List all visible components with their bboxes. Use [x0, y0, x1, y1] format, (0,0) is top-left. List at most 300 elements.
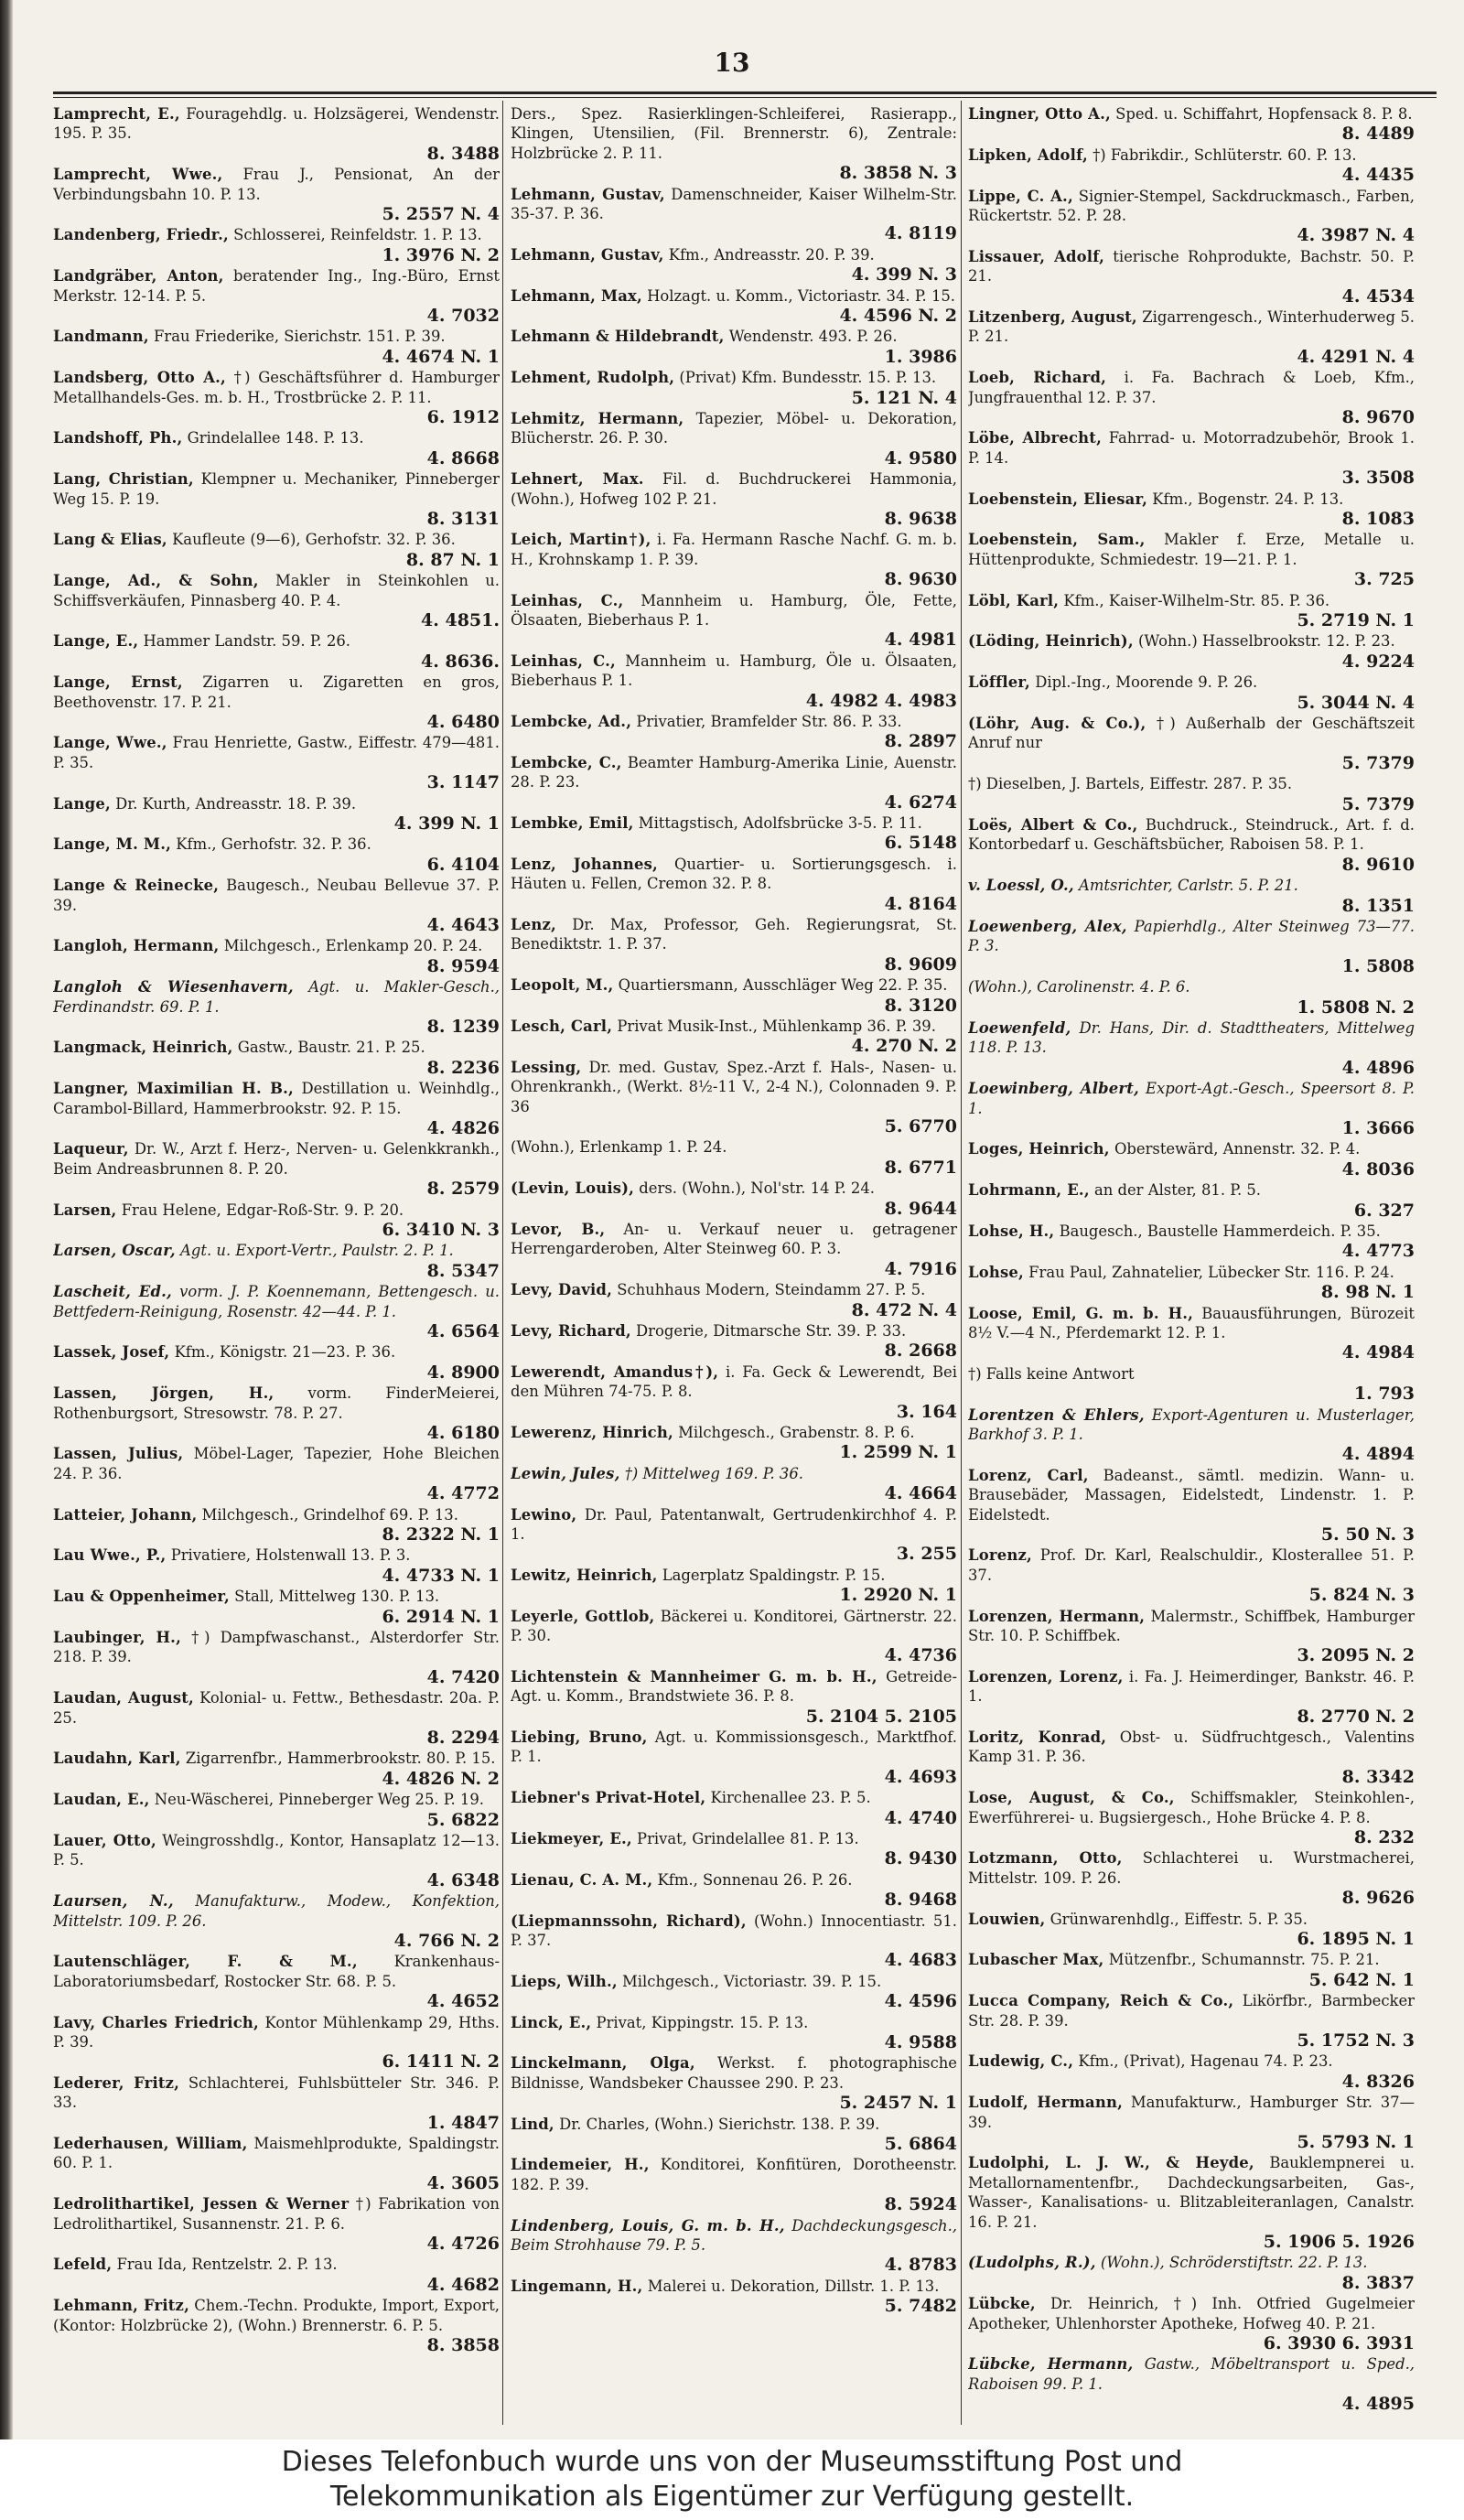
entry-name: (Levin, Louis), [511, 1179, 635, 1198]
entry-phone-number: 8. 2770 N. 2 [1297, 1706, 1415, 1727]
entry-details: Kfm., Gerhofstr. 32. P. 36. [176, 835, 371, 854]
entry-details: Obst- u. Südfruchtgesch., Valentins Kamp 31. P. 36. [968, 1728, 1415, 1766]
entry-details: Milchgesch., Grindelhof 69. P. 13. [201, 1505, 458, 1524]
directory-entry [511, 1788, 957, 1827]
entry-name: Lieps, Wilh., [511, 1972, 618, 1990]
directory-entry [511, 245, 957, 285]
entry-phone-number: 8. 3342 [1341, 1766, 1415, 1787]
entry-phone-number: 5. 6770 [884, 1116, 957, 1137]
entry-phone-number: 4. 8900 [426, 1362, 500, 1383]
entry-name: Leopolt, M., [511, 976, 614, 995]
entry-phone-number: 5. 3044 N. 4 [1297, 692, 1415, 713]
entry-name: Liebner's Privat-Hotel, [511, 1789, 706, 1807]
directory-entry [968, 977, 1415, 1017]
entry-phone-number: 1. 5808 N. 2 [1297, 996, 1415, 1018]
entry-phone-number: 8. 9430 [884, 1848, 957, 1869]
entry-name: Lienau, C. A. M., [511, 1870, 653, 1889]
entry-details: Kfm., Bogenstr. 24. P. 13. [1152, 490, 1344, 508]
entry-details: Schlachterei, Fuhlsbütteler Str. 346. P. 33. [53, 2073, 500, 2112]
directory-entry [53, 1079, 500, 1138]
entry-details: Privatier, Bramfelder Str. 86. P. 33. [636, 713, 902, 731]
entry-details: Makler f. Erze, Metalle u. Hüttenprodukte, Schmiedestr. 19—21. P. 1. [968, 531, 1415, 568]
page-number: 13 [714, 48, 750, 78]
entry-name: Lauer, Otto, [53, 1832, 156, 1849]
directory-entry [968, 1180, 1415, 1220]
entry-details: Dr. Hans, Dir. d. Stadttheaters, Mittelweg 118. P. 13. [968, 1019, 1415, 1057]
directory-entry [53, 530, 500, 569]
entry-details: vorm. FinderMeierei, Rothenburgsort, Stresowstr. 78. P. 27. [53, 1384, 500, 1422]
entry-name: Lenz, [511, 916, 556, 934]
directory-entry [53, 1545, 500, 1585]
entry-phone-number: 3. 1147 [426, 772, 500, 793]
directory-entry [968, 1950, 1415, 1989]
entry-name: Lehmann, Fritz, [53, 2297, 189, 2315]
entry-phone-number: 4. 4726 [426, 2234, 500, 2255]
directory-entry [511, 712, 957, 751]
entry-details: Milchgesch., Victoriastr. 39. P. 15. [622, 1972, 882, 1990]
entry-details: Buchdruck., Steindruck., Art. f. d. Kontorbedarf u. Geschäftsbücher, Raboisen 58. P. 1. [968, 816, 1415, 854]
directory-entry [511, 286, 957, 326]
directory-entry [968, 1788, 1415, 1847]
entry-phone-number: 8. 9610 [1341, 854, 1415, 875]
directory-entry [511, 975, 957, 1015]
directory-entry [511, 1137, 957, 1177]
directory-entry [511, 753, 957, 813]
entry-details: (Wohn.), Erlenkamp 1. P. 24. [511, 1138, 727, 1157]
directory-entry [968, 1222, 1415, 1261]
entry-details: Zigarren u. Zigaretten en gros, Beethovenstr. 17. P. 21. [53, 673, 500, 711]
entry-phone-number: 4. 7916 [884, 1258, 957, 1279]
directory-entry [53, 2134, 500, 2193]
entry-name: Lewino, [511, 1505, 577, 1524]
entry-name: Lembcke, C., [511, 753, 622, 771]
entry-details: Werkst. f. photographische Bildnisse, Wandsbeker Chaussee 290. P. 23. [511, 2054, 957, 2092]
entry-phone-number: 8. 5347 [426, 1260, 500, 1281]
entry-name: Liebing, Bruno, [511, 1728, 648, 1747]
entry-phone-number: 5. 2104 5. 2105 [805, 1706, 957, 1727]
entry-details: Destillation u. Weinhdlg., Carambol-Billard, Hammerbrookstr. 92. P. 15. [53, 1080, 500, 1117]
entry-phone-number: 8. 1351 [1341, 895, 1415, 916]
directory-entry [53, 631, 500, 671]
entry-name: Lesch, Carl, [511, 1018, 613, 1036]
directory-entry [53, 733, 500, 792]
directory-entry [511, 1829, 957, 1868]
entry-name: Ledrolithartikel, Jessen & Werner [53, 2195, 350, 2213]
entry-phone-number: 4. 4733 N. 1 [382, 1565, 500, 1586]
directory-entry [968, 530, 1415, 589]
header-rule [53, 92, 1437, 94]
entry-name: Lohse, [968, 1263, 1024, 1281]
entry-name: Lindenberg, Louis, G. m. b. H., [511, 2216, 785, 2235]
directory-entry [511, 327, 957, 366]
entry-name: Levy, David, [511, 1281, 612, 1299]
directory-entry [53, 1587, 500, 1626]
entry-details: i. Fa. Geck & Lewerendt, Bei den Mühren 74-75. P. 8. [511, 1362, 957, 1401]
entry-details: Kfm., Kaiser-Wilhelm-Str. 85. P. 36. [1063, 591, 1330, 609]
entry-phone-number: 4. 766 N. 2 [393, 1931, 500, 1952]
entry-details: Grindelallee 148. P. 13. [187, 429, 364, 447]
entry-phone-number: 8. 9626 [1341, 1888, 1415, 1909]
entry-details: Dr. med. Gustav, Spez.-Arzt f. Hals-, Nasen- u. Ohrenkrankh., (Werkt. 8½-11 V., 2-4 N.), Colonnaden 9. P. 36 [511, 1058, 957, 1115]
entry-phone-number: 4. 4682 [426, 2274, 500, 2295]
entry-name: Lohse, H., [968, 1222, 1055, 1240]
entry-phone-number: 6. 1912 [426, 407, 500, 428]
directory-entry [53, 2194, 500, 2254]
footer-line-1: Dieses Telefonbuch wurde uns von der Museumsstiftung Post und [281, 2446, 1183, 2478]
entry-details: Wendenstr. 493. P. 26. [728, 328, 898, 346]
entry-phone-number: 4. 9224 [1341, 651, 1415, 672]
directory-entry [968, 1364, 1415, 1404]
directory-entry [968, 815, 1415, 875]
directory-entry [968, 187, 1415, 246]
entry-phone-number: 3. 255 [896, 1544, 957, 1565]
entry-phone-number: 4. 4894 [1341, 1444, 1415, 1465]
entry-details: Neu-Wäscherei, Pinneberger Weg 25. P. 19. [154, 1791, 485, 1809]
entry-phone-number: 1. 2920 N. 1 [839, 1585, 957, 1606]
entry-name: Lissauer, Adolf, [968, 247, 1105, 265]
entry-phone-number: 4. 4826 N. 2 [382, 1768, 500, 1789]
entry-name: Leyerle, Gottlob, [511, 1607, 655, 1625]
entry-phone-number: 8. 2579 [426, 1179, 500, 1200]
entry-phone-number: 4. 4896 [1341, 1057, 1415, 1078]
entry-details: †) Falls keine Antwort [968, 1364, 1135, 1383]
directory-entry [511, 1280, 957, 1319]
directory-entry [511, 2277, 957, 2316]
entry-details: †) Außerhalb der Geschäftszeit Anruf nur [968, 715, 1415, 752]
directory-entry [53, 835, 500, 874]
entry-name: Lange, Ernst, [53, 673, 183, 692]
entry-phone-number: 4. 4740 [884, 1807, 957, 1828]
directory-entry [53, 266, 500, 326]
entry-name: Lose, August, & Co., [968, 1789, 1175, 1807]
entry-phone-number: 5. 1752 N. 3 [1297, 2030, 1415, 2052]
entry-phone-number: 4. 7032 [426, 306, 500, 327]
directory-entry [511, 1464, 957, 1503]
entry-phone-number: 5. 6822 [426, 1809, 500, 1830]
directory-entry [511, 2013, 957, 2052]
entry-details: Agt. u. Makler-Gesch., Ferdinandstr. 69. P. 1. [53, 978, 500, 1016]
directory-entry [511, 855, 957, 914]
directory-column-1 [53, 104, 500, 2428]
entry-name: Lehmitz, Hermann, [511, 410, 684, 427]
entry-phone-number: 4. 8164 [884, 893, 957, 914]
directory-entry [968, 1545, 1415, 1605]
directory-entry [53, 977, 500, 1037]
entry-name: Loritz, Konrad, [968, 1728, 1107, 1747]
entry-details: Dipl.-Ing., Moorende 9. P. 26. [1035, 673, 1258, 692]
entry-name: Löffler, [968, 673, 1030, 692]
entry-details: Malermstr., Schiffbek, Hamburger Str. 10. P. Schiffbek. [968, 1607, 1415, 1645]
entry-phone-number: 8. 3131 [426, 509, 500, 530]
directory-entry [53, 1891, 500, 1951]
directory-entry [511, 185, 957, 244]
directory-entry [53, 876, 500, 935]
entry-phone-number: 4. 4291 N. 4 [1297, 346, 1415, 367]
directory-entry [53, 1952, 500, 2011]
directory-entry [968, 145, 1415, 185]
entry-phone-number: 4. 8326 [1341, 2071, 1415, 2092]
directory-entry [968, 1139, 1415, 1179]
directory-entry [511, 915, 957, 975]
entry-details: Frau Helene, Edgar-Roß-Str. 9. P. 20. [121, 1201, 404, 1219]
entry-name: Lübcke, Hermann, [968, 2355, 1134, 2374]
entry-phone-number: 8. 2294 [426, 1728, 500, 1749]
entry-phone-number: 8. 98 N. 1 [1320, 1282, 1415, 1303]
entry-details: (Wohn.) Hasselbrookstr. 12. P. 23. [1138, 632, 1395, 651]
entry-phone-number: 8. 232 [1353, 1827, 1415, 1848]
entry-phone-number: 4. 270 N. 2 [851, 1036, 957, 1057]
directory-entry [511, 1566, 957, 1605]
entry-phone-number: 6. 2914 N. 1 [382, 1606, 500, 1627]
entry-phone-number: 8. 9630 [884, 569, 957, 590]
entry-phone-number: 1. 3976 N. 2 [382, 244, 500, 265]
entry-phone-number: 4. 4435 [1341, 165, 1415, 186]
entry-details: Bauausführungen, Bürozeit 8½ V.—4 N., Pferdemarkt 12. P. 1. [968, 1304, 1415, 1341]
entry-name: Ludolphi, L. J. W., & Heyde, [968, 2154, 1254, 2172]
entry-details: Likörfbr., Barmbecker Str. 28. P. 39. [968, 1992, 1415, 2030]
entry-phone-number: 1. 5808 [1341, 955, 1415, 976]
directory-entry [511, 409, 957, 468]
entry-name: Lewin, Jules, [511, 1464, 620, 1482]
entry-phone-number: 4. 399 N. 1 [393, 813, 500, 835]
entry-phone-number: 5. 1906 5. 1926 [1263, 2232, 1415, 2253]
directory-entry [53, 1139, 500, 1199]
entry-name: Leinhas, C., [511, 652, 616, 670]
entry-name: (Löhr, Aug. & Co.), [968, 715, 1146, 732]
directory-column-2 [511, 104, 957, 2428]
entry-details: Fouragehdlg. u. Holzsägerei, Wendenstr. 195. P. 35. [53, 105, 500, 143]
entry-phone-number: 6. 3410 N. 3 [382, 1220, 500, 1241]
directory-entry [53, 1831, 500, 1890]
entry-name: Langloh, Hermann, [53, 937, 220, 955]
entry-details: Frau Paul, Zahnatelier, Lübecker Str. 116. P. 24. [1028, 1263, 1394, 1281]
entry-name: Larsen, [53, 1201, 117, 1219]
entry-phone-number: 4. 4981 [884, 630, 957, 651]
directory-entry [968, 1910, 1415, 1949]
entry-details: Kirchenallee 23. P. 5. [710, 1789, 871, 1807]
directory-entry [511, 2216, 957, 2276]
directory-entry [968, 2354, 1415, 2414]
archive-footer [0, 2439, 1464, 2520]
entry-name: Lamprecht, E., [53, 105, 180, 123]
directory-entry [968, 1304, 1415, 1363]
header-rule-thin [53, 97, 1437, 98]
entry-phone-number: 8. 1083 [1341, 509, 1415, 530]
entry-name: Landgräber, Anton, [53, 267, 224, 285]
entry-name: Lippe, C. A., [968, 187, 1073, 205]
entry-details: Fahrrad- u. Motorradzubehör, Brook 1. P. 14. [968, 429, 1415, 467]
directory-entry [968, 876, 1415, 915]
entry-phone-number: 8. 2897 [884, 731, 957, 752]
entry-phone-number: 5. 2457 N. 1 [839, 2093, 957, 2114]
entry-name: Lessing, [511, 1058, 582, 1076]
directory-entry [511, 1728, 957, 1787]
entry-name: Lehmann, Gustav, [511, 185, 665, 203]
entry-phone-number: 6. 3930 6. 3931 [1263, 2333, 1415, 2354]
entry-phone-number: 4. 6348 [426, 1869, 500, 1890]
directory-entry [511, 2053, 957, 2113]
directory-entry [968, 2253, 1415, 2292]
entry-details: Prof. Dr. Karl, Realschuldir., Klosterallee 51. P. 37. [968, 1546, 1415, 1584]
entry-name: Lange & Reinecke, [53, 877, 220, 895]
directory-entry [968, 1728, 1415, 1787]
entry-details: Makler in Steinkohlen u. Schiffsverkäufen, Pinnasberg 40. P. 4. [53, 572, 500, 609]
entry-details: †) Dieselben, J. Bartels, Eiffestr. 287. P. 35. [968, 775, 1293, 793]
entry-name: Langner, Maximilian H. B., [53, 1080, 294, 1098]
entry-details: beratender Ing., Ing.-Büro, Ernst Merkstr. 12-14. P. 5. [53, 267, 500, 305]
entry-phone-number: 3. 725 [1353, 569, 1415, 590]
entry-phone-number: 8. 1239 [426, 1017, 500, 1038]
entry-details: Frau Ida, Rentzelstr. 2. P. 13. [116, 2256, 338, 2274]
entry-name: Loebenstein, Eliesar, [968, 490, 1148, 508]
entry-name: Liekmeyer, E., [511, 1830, 632, 1848]
entry-phone-number: 4. 3987 N. 4 [1297, 225, 1415, 246]
directory-entry [53, 571, 500, 630]
entry-details: Quartiersmann, Ausschläger Weg 22. P. 35. [618, 976, 948, 995]
entry-name: Louwien, [968, 1910, 1046, 1928]
entry-name: Lederer, Fritz, [53, 2073, 180, 2092]
directory-entry [968, 2052, 1415, 2091]
entry-name: Lorenz, [968, 1546, 1032, 1565]
entry-name: Lucca Company, Reich & Co., [968, 1992, 1234, 2010]
entry-phone-number: 5. 2719 N. 1 [1297, 610, 1415, 631]
entry-phone-number: 4. 4596 [884, 1991, 957, 2012]
directory-entry [968, 1079, 1415, 1138]
directory-entry [53, 104, 500, 164]
entry-name: Loose, Emil, G. m. b. H., [968, 1304, 1194, 1322]
entry-phone-number: 4. 9580 [884, 447, 957, 468]
entry-name: (Ludolphs, R.), [968, 2254, 1096, 2272]
directory-entry [53, 1444, 500, 1503]
entry-name: Lascheit, Ed., [53, 1283, 172, 1301]
entry-name: Linck, E., [511, 2013, 592, 2031]
directory-entry [53, 165, 500, 224]
entry-name: Lautenschläger, F. & M., [53, 1953, 358, 1971]
entry-details: Krankenhaus-Laboratoriumsbedarf, Rostocker Str. 68. P. 5. [53, 1953, 500, 1990]
entry-name: Lederhausen, William, [53, 2135, 248, 2153]
entry-details: (Wohn.), Schröderstiftstr. 22. P. 13. [1100, 2254, 1368, 2272]
entry-details: (Wohn.), Carolinenstr. 4. P. 6. [968, 978, 1190, 996]
entry-name: Löbl, Karl, [968, 591, 1060, 609]
entry-phone-number: 8. 4489 [1341, 124, 1415, 145]
entry-phone-number: 8. 3837 [1341, 2272, 1415, 2293]
directory-entry [53, 469, 500, 529]
entry-phone-number: 5. 5793 N. 1 [1297, 2132, 1415, 2153]
entry-details: Kontor Mühlenkamp 29, Hths. P. 39. [53, 2013, 500, 2052]
entry-details: Frau J., Pensionat, An der Verbindungsbahn 10. P. 13. [53, 166, 500, 203]
footer-line-2: Telekommunikation als Eigentümer zur Verfügung gestellt. [329, 2481, 1135, 2513]
directory-entry [53, 2073, 500, 2133]
entry-name: Loges, Heinrich, [968, 1140, 1110, 1158]
entry-name: Landenberg, Friedr., [53, 226, 229, 244]
directory-entry [511, 530, 957, 589]
entry-phone-number: 4. 8119 [884, 223, 957, 244]
directory-entry [511, 1017, 957, 1056]
entry-name: Levor, B., [511, 1221, 606, 1239]
entry-name: Lorenzen, Lorenz, [968, 1667, 1124, 1685]
entry-details: Damenschneider, Kaiser Wilhelm-Str. 35-37. P. 36. [511, 185, 957, 223]
directory-entry [53, 1628, 500, 1687]
entry-details: Drogerie, Ditmarsche Str. 39. P. 33. [636, 1322, 907, 1341]
entry-name: Lichtenstein & Mannheimer G. m. b. H., [511, 1667, 877, 1685]
entry-phone-number: 6. 4104 [426, 854, 500, 875]
entry-details: †) Geschäftsführer d. Hamburger Metallhandels-Ges. m. b. H., Trostbrücke 2. P. 11. [53, 369, 500, 406]
entry-details: Dachdeckungsgesch., Beim Strohhause 79. P. 5. [511, 2216, 957, 2255]
entry-name: Landshoff, Ph., [53, 429, 183, 447]
entry-name: Lehnert, Max. [511, 470, 644, 489]
entry-phone-number: 4. 9588 [884, 2032, 957, 2053]
entry-phone-number: 5. 7482 [884, 2296, 957, 2317]
entry-details: tierische Rohprodukte, Bachstr. 50. P. 21. [968, 247, 1415, 285]
directory-entry [53, 1201, 500, 1240]
column-divider [961, 101, 962, 2425]
directory-entry [511, 1972, 957, 2011]
directory-entry [968, 428, 1415, 488]
entry-details: Privat, Grindelallee 81. P. 13. [637, 1830, 859, 1848]
entry-name: Lehment, Rudolph, [511, 369, 675, 387]
entry-details: Schiffsmakler, Steinkohlen-, Ewerführerei- u. Bugsiergesch., Hohe Brücke 4. P. 8. [968, 1789, 1415, 1826]
entry-phone-number: 4. 4664 [884, 1483, 957, 1504]
entry-name: Lewerendt, Amandus†), [511, 1362, 719, 1381]
entry-details: Mannheim u. Hamburg, Öle u. Ölsaaten, Bieberhaus P. 1. [511, 652, 957, 690]
directory-entry [968, 1991, 1415, 2051]
entry-phone-number: 5. 50 N. 3 [1320, 1524, 1415, 1545]
entry-details: Privatiere, Holstenwall 13. P. 3. [170, 1546, 411, 1565]
entry-name: (Liepmannssohn, Richard), [511, 1912, 747, 1930]
entry-name: Lamprecht, Wwe., [53, 166, 223, 184]
entry-name: Lefeld, [53, 2256, 113, 2274]
directory-entry [511, 591, 957, 651]
entry-details: Sped. u. Schiffahrt, Hopfensack 8. P. 8. [1115, 105, 1413, 123]
entry-name: Lindemeier, H., [511, 2156, 650, 2174]
directory-entry [968, 1263, 1415, 1302]
directory-entry [511, 652, 957, 711]
directory-entry [511, 2155, 957, 2214]
entry-details: Getreide-Agt. u. Komm., Brandstwiete 36. P. 8. [511, 1667, 957, 1706]
directory-entry [53, 1038, 500, 1077]
entry-phone-number: 4. 8783 [884, 2255, 957, 2276]
directory-entry [53, 1505, 500, 1545]
entry-phone-number: 4. 6274 [884, 792, 957, 813]
entry-name: Lubascher Max, [968, 1951, 1104, 1969]
entry-details: Tapezier, Möbel- u. Dekoration, Blücherstr. 26. P. 30. [511, 410, 957, 447]
directory-entry [968, 247, 1415, 307]
entry-phone-number: 5. 7379 [1341, 752, 1415, 773]
entry-name: Lenz, Johannes, [511, 855, 658, 873]
entry-name: Lembke, Emil, [511, 814, 634, 833]
directory-entry [53, 936, 500, 975]
entry-name: Loeb, Richard, [968, 369, 1107, 387]
entry-details: Gastw., Möbeltransport u. Sped., Raboisen 99. P. 1. [968, 2355, 1415, 2393]
entry-name: Ludewig, C., [968, 2052, 1074, 2071]
entry-phone-number: 1. 3986 [884, 346, 957, 367]
directory-entry [511, 1220, 957, 1279]
entry-details: Baugesch., Baustelle Hammerdeich. P. 35. [1059, 1222, 1381, 1240]
entry-name: Lehmann, Max, [511, 286, 642, 305]
entry-phone-number: 3. 3508 [1341, 468, 1415, 489]
entry-details: Grünwarenhdlg., Eiffestr. 5. P. 35. [1050, 1910, 1308, 1928]
entry-phone-number: 1. 3666 [1341, 1118, 1415, 1139]
entry-details: †) Dampfwaschanst., Alsterdorfer Str. 218. P. 39. [53, 1629, 500, 1666]
entry-details: Schlachterei u. Wurstmacherei, Mittelstr. 109. P. 26. [968, 1849, 1415, 1887]
entry-name: Loewenfeld, [968, 1019, 1071, 1037]
entry-phone-number: 4. 399 N. 3 [851, 264, 957, 285]
entry-details: Mannheim u. Hamburg, Öle, Fette, Ölsaaten, Bieberhaus P. 1. [511, 591, 957, 630]
entry-phone-number: 6. 1895 N. 1 [1297, 1929, 1415, 1950]
directory-entry [53, 2255, 500, 2294]
entry-details: Export-Agt.-Gesch., Speersort 8. P. 1. [968, 1080, 1415, 1117]
entry-name: Lange, [53, 794, 111, 813]
